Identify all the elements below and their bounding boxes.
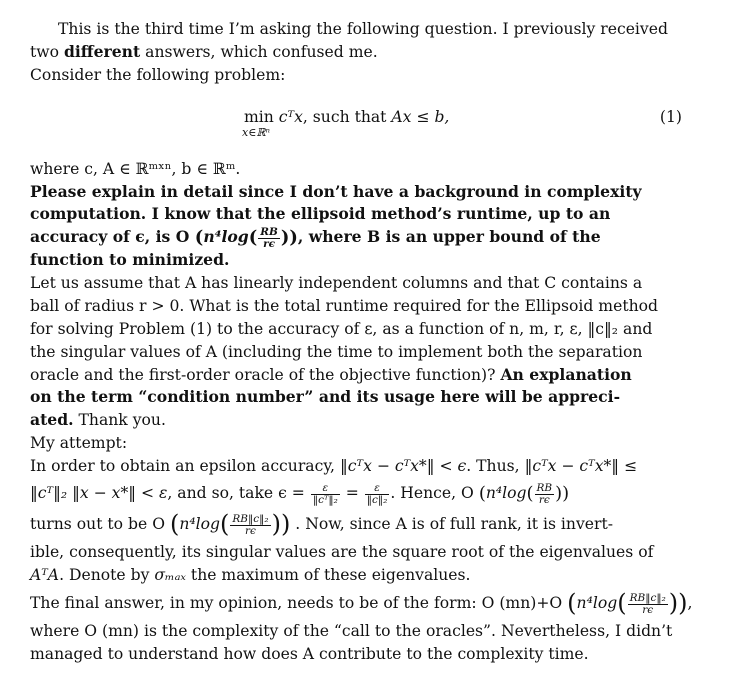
such-that-text: , such that [302,108,392,126]
problem-line-7-bold: ated. [30,410,74,429]
attempt-line-3: turns out to be O (n⁴log( $\frac{\text{RB‖c‖₂}}{r\epsilon}$ )) . Now, since A is of full rank, it is invert- [30,510,613,538]
fraction-eps-over-ct: $\frac{\varepsilon}{\text{‖cᵀ‖₂}}$ [312,481,338,506]
bold-request-line-1: Please explain in detail since I don’t have a background in complexity [30,182,642,201]
fraction-eps-over-c: $\frac{\varepsilon}{\text{‖c‖₂}}$ [366,481,388,506]
sigma-max: σₘₐₓ [154,566,186,584]
intro-line-1: This is the third time I’m asking the following question. I previously received [58,20,668,38]
fraction-rbc-re-2: $\frac{\text{RB‖c‖₂}}{r\epsilon}$ [629,591,666,616]
problem-line-5-bold: An explanation [500,365,632,384]
bold-line-3-math: n⁴log [203,227,249,246]
attempt-line-4: ible, consequently, its singular values are the square root of the eigenvalues of [30,543,654,561]
bold-request-line-4: function to minimized. [30,250,230,269]
bold-line-3-pre: accuracy of ϵ, is O [30,227,190,246]
attempt-line-2-math: ‖cᵀ‖₂ ‖x − x*‖ < ε [30,484,168,502]
equation-body [242,106,450,139]
attempt-line-8: managed to understand how does A contribute to the complexity time. [30,645,589,663]
problem-line-1: Let us assume that A has linearly independent columns and that C contains a [30,274,643,292]
objective-term: cᵀx [278,108,303,126]
attempt-line-7: where O (mn) is the complexity of the “call to the oracles”. Nevertheless, I didn’t [30,622,673,640]
min-word: min [244,108,274,126]
problem-line-4: the singular values of A (including the time to implement both the separation [30,343,643,361]
problem-line-2: ball of radius r > 0. What is the total runtime required for the Ellipsoid method [30,297,658,315]
intro-line-2 [30,41,378,64]
problem-line-7 [30,409,166,432]
problem-line-3: for solving Problem (1) to the accuracy of ε, as a function of n, m, r, ε, ‖c‖₂ and [30,320,653,338]
fraction-rb-re-2: $\frac{RB}{r\epsilon}$ [536,481,553,506]
intro-line-2-pre: two [30,43,64,61]
intro-line-3: Consider the following problem: [30,66,286,84]
attempt-line-2-post: . Hence, O [390,484,474,502]
attempt-line-1-mid: . Thus, [466,457,525,475]
attempt-line-2-log: n⁴log [485,484,527,502]
attempt-line-2-mid: , and so, take ϵ = [167,484,310,502]
intro-line-2-post: answers, which confused me. [140,43,378,61]
attempt-line-6-log: n⁴log [576,594,618,612]
attempt-line-3-pre: turns out to be O [30,515,165,533]
attempt-line-6-post: , [687,594,693,612]
bold-request-line-3: accuracy of ϵ, is O (n⁴log( $\frac{RB}{r\epsilon}$ )), where B is an upper bound of the [30,225,601,250]
problem-line-5 [30,364,632,387]
attempt-line-1-math-2: ‖cᵀx − cᵀx*‖ ≤ [524,457,638,475]
where-line: where c, A ∈ ℝᵐˣⁿ, b ∈ ℝᵐ. [30,160,241,178]
attempt-line-3-log: n⁴log [179,515,220,533]
min-subscript: x∈ℝⁿ [242,126,270,139]
fraction-rb-re: $\frac{RB}{r\epsilon}$ [260,225,278,250]
min-operator [242,106,274,139]
attempt-line-6-pre: The final answer, in my opinion, needs to be of the form: O (mn)+O [30,594,563,612]
bold-line-3-post: , where B is an upper bound of the [297,227,601,246]
attempt-line-1-pre: In order to obtain an epsilon accuracy, [30,457,340,475]
attempt-line-5-mid: . Denote by [59,566,155,584]
attempt-heading: My attempt: [30,434,128,452]
equation-number: (1) [659,108,682,126]
equation-1 [0,102,756,142]
attempt-line-5-post: the maximum of these eigenvalues. [185,566,471,584]
attempt-line-3-post: . Now, since A is of full rank, it is invert- [295,515,613,533]
bold-request-line-2: computation. I know that the ellipsoid method’s runtime, up to an [30,204,611,223]
attempt-line-5 [30,564,471,587]
attempt-line-6: The final answer, in my opinion, needs to be of the form: O (mn)+O (n⁴log( $\frac{\text{RB‖c‖₂}}{r\epsilon}$ )), [30,589,693,617]
attempt-line-5-ata: AᵀA [30,566,60,584]
constraint-term: Ax ≤ b, [391,108,450,126]
attempt-line-2: ‖cᵀ‖₂ ‖x − x*‖ < ε, and so, take ϵ = $\frac{\varepsilon}{\text{‖cᵀ‖₂}}$ = $\frac{\varepsilon}{\text{‖c‖₂}}$ . Hence, O (n⁴log( $\frac{RB}{r\epsilon}$ )) [30,481,570,506]
attempt-line-1 [30,455,637,478]
problem-line-5-pre: oracle and the first-order oracle of the objective function)? [30,366,501,384]
equals-sign: = [340,484,364,502]
problem-line-6: on the term “condition number” and its usage here will be appreci- [30,387,621,406]
attempt-line-1-math-1: ‖cᵀx − cᵀx*‖ < ϵ [339,457,467,475]
intro-bold-different: different [63,42,141,61]
problem-line-7-post: Thank you. [73,411,166,429]
fraction-rbc-re: $\frac{\text{RB‖c‖₂}}{r\epsilon}$ [232,512,269,537]
